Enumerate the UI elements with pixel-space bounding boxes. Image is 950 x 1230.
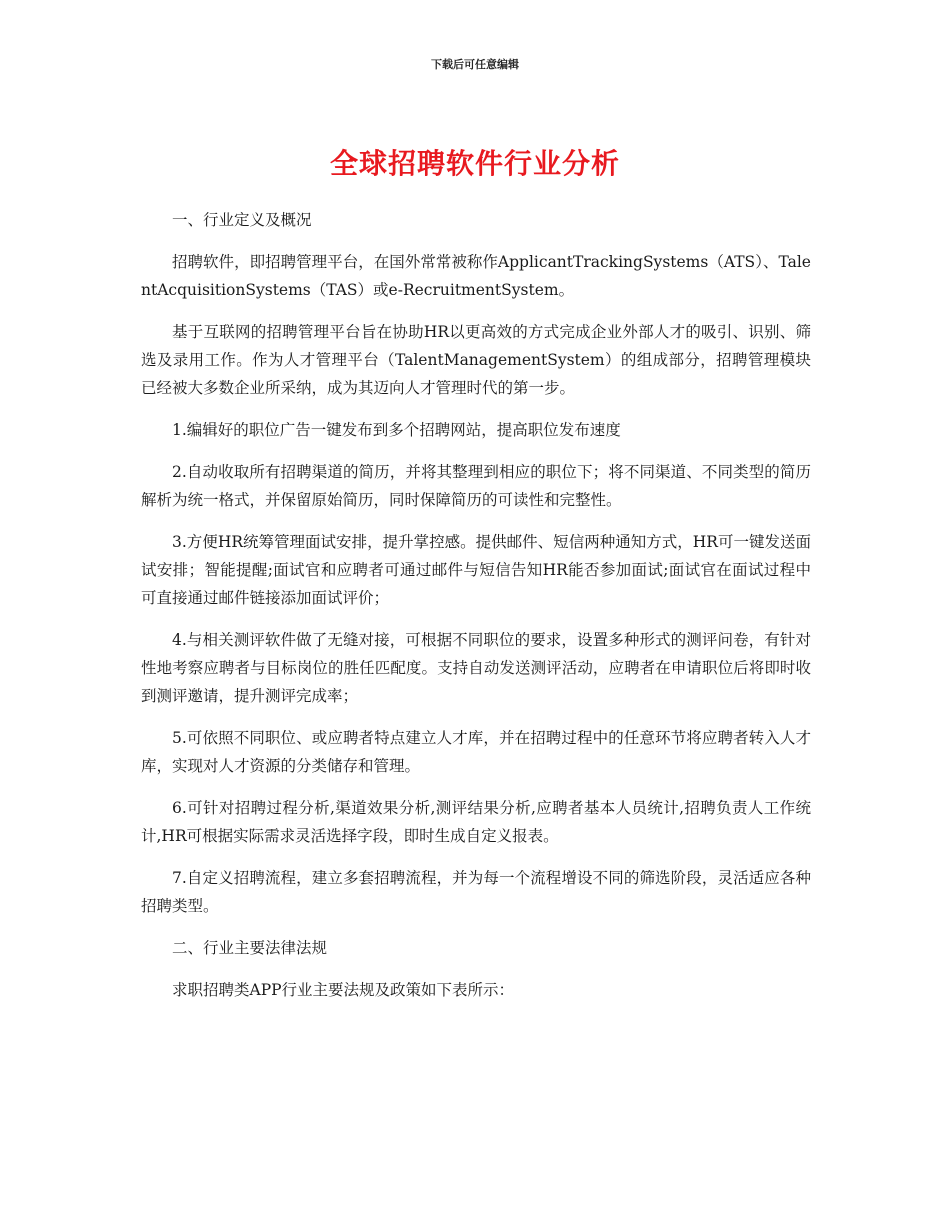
section-heading-2: 二、行业主要法律法规 (172, 939, 328, 957)
list-item-6: 6.可针对招聘过程分析,渠道效果分析,测评结果分析,应聘者基本人员统计,招聘负责人工作统计,HR可根据实际需求灵活选择字段，即时生成自定义报表。 (141, 799, 811, 845)
paragraph-overview: 基于互联网的招聘管理平台旨在协助HR以更高效的方式完成企业外部人才的吸引、识别、筛选及录用工作。作为人才管理平台（TalentManagementSystem）的组成部分，招聘管理模块已经被大多数企业所采纳，成为其迈向人才管理时代的第一步。 (141, 323, 811, 397)
paragraph-definition: 招聘软件，即招聘管理平台，在国外常常被称作ApplicantTrackingSystems（ATS）、TalentAcquisitionSystems（TAS）或e-RecruitmentSystem。 (141, 253, 811, 299)
list-item-7: 7.自定义招聘流程，建立多套招聘流程，并为每一个流程增设不同的筛选阶段，灵活适应各种招聘类型。 (141, 869, 811, 915)
section-heading-1: 一、行业定义及概况 (172, 211, 312, 229)
document-title: 全球招聘软件行业分析 (329, 147, 620, 180)
list-item-2: 2.自动收取所有招聘渠道的简历，并将其整理到相应的职位下；将不同渠道、不同类型的简历解析为统一格式，并保留原始简历，同时保障简历的可读性和完整性。 (141, 463, 811, 509)
paragraph-regulations-intro: 求职招聘类APP行业主要法规及政策如下表所示： (172, 981, 515, 999)
list-item-3: 3.方便HR统筹管理面试安排，提升掌控感。提供邮件、短信两种通知方式，HR可一键发送面试安排；智能提醒;面试官和应聘者可通过邮件与短信告知HR能否参加面试;面试官在面试过程中可直接通过邮件链接添加面试评价； (141, 533, 811, 607)
document-body (141, 206, 811, 1018)
list-item-5: 5.可依照不同职位、或应聘者特点建立人才库，并在招聘过程中的任意环节将应聘者转入人才库，实现对人才资源的分类储存和管理。 (141, 729, 811, 775)
header-note: 下载后可任意编辑 (431, 58, 519, 71)
list-item-1: 1.编辑好的职位广告一键发布到多个招聘网站，提高职位发布速度 (172, 421, 621, 439)
list-item-4: 4.与相关测评软件做了无缝对接，可根据不同职位的要求，设置多种形式的测评问卷，有针对性地考察应聘者与目标岗位的胜任匹配度。支持自动发送测评活动，应聘者在申请职位后将即时收到测评邀请，提升测评完成率； (141, 631, 811, 705)
